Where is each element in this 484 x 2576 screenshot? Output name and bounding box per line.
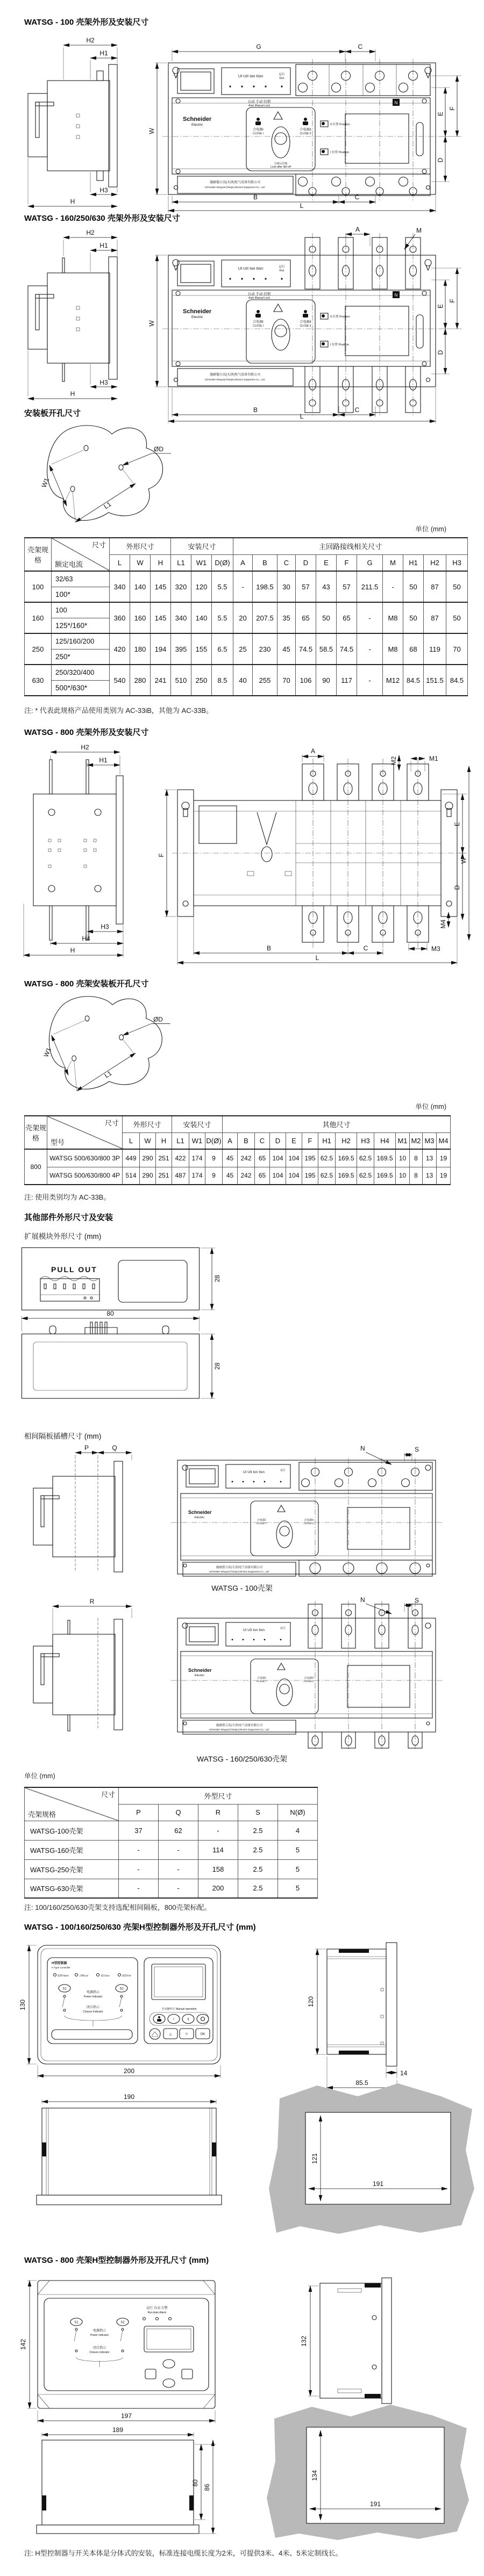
dim-label-85-5: 85.5 bbox=[355, 2079, 368, 2087]
hc-title-en: H Type Controller bbox=[52, 1966, 70, 1969]
dim-label-e: E bbox=[453, 821, 461, 827]
caption-watsg100-frame: WATSG - 100壳架 bbox=[211, 1584, 273, 1592]
dim-label-f: F bbox=[158, 853, 165, 857]
close2-label-cn: 合电源II bbox=[300, 128, 311, 132]
section-title-watsg800-plate: WATSG - 800 壳架安装板开孔尺寸 bbox=[24, 979, 149, 988]
dim-label-m2: M2 bbox=[390, 756, 397, 766]
corner-diagonal: 尺寸 壳架规格 bbox=[25, 1787, 119, 1821]
brand-logo-sub: Electric bbox=[191, 123, 203, 127]
led-fire-label: 消防Fire bbox=[122, 1974, 131, 1977]
close2-label-cn: 合电源II bbox=[304, 1677, 314, 1680]
dim-label-h: H bbox=[70, 947, 75, 954]
table-row: WATSG-160壳架 - - 114 2.5 5 bbox=[25, 1840, 318, 1859]
dim-label-200: 200 bbox=[123, 2067, 135, 2075]
close2-label-en: CLOSE II bbox=[300, 324, 311, 328]
brand-logo: Schneider bbox=[183, 308, 212, 315]
dim-label-w: W bbox=[148, 320, 155, 327]
mode-labels-en: Auto Manual Lock bbox=[248, 297, 271, 300]
partition-dimension-table: 尺寸 壳架规格 外型尺寸 P Q R S N(Ø) WATSG-100壳架 37 62 - 2.5 4 WATSG-160壳架 - - 114 2.5 5 WATSG-250壳架 - - 158 2.5 5 WATSG-630壳架 - - 200 2.5 5 bbox=[24, 1787, 318, 1899]
btn-down-icon: ▽ bbox=[185, 2033, 188, 2036]
position1-label: I 位置 Position bbox=[330, 343, 350, 347]
watsg-800-outline-drawing bbox=[16, 742, 471, 968]
table-row: 500*/630* bbox=[25, 680, 468, 696]
dim-label-h3: H3 bbox=[99, 379, 108, 386]
dim-label-28: 28 bbox=[213, 1362, 221, 1370]
side-view bbox=[33, 760, 123, 940]
led-con-label: 合闸Con bbox=[79, 1974, 89, 1977]
dimension-table-100-630-wrap bbox=[24, 537, 468, 696]
dim-label-m1: M1 bbox=[429, 755, 438, 762]
dim-label-121: 121 bbox=[311, 2153, 318, 2164]
controller-front-view bbox=[38, 2281, 215, 2408]
dim-label-l: L bbox=[300, 202, 304, 210]
watsg-100-outline-drawing bbox=[16, 33, 462, 213]
s2-label: S2 bbox=[119, 1987, 124, 1991]
partition-dimension-table-wrap bbox=[24, 1787, 318, 1899]
dim-label-197: 197 bbox=[120, 2412, 132, 2420]
watsg-160-outline-drawing bbox=[16, 226, 462, 424]
power-indicator-en: Power indicator bbox=[90, 2334, 109, 2337]
dim-label-h2: H2 bbox=[86, 229, 95, 236]
controller-front-view bbox=[38, 1945, 220, 2064]
corner-spec: 壳架规格 bbox=[25, 1116, 47, 1149]
dim-label-w: W bbox=[148, 128, 155, 134]
controller-side-view bbox=[327, 1943, 397, 2066]
dim-label-n: N bbox=[360, 1445, 365, 1452]
dim-label-142: 142 bbox=[19, 2339, 27, 2350]
section-title-mounting-plate: 安装板开孔尺寸 bbox=[24, 409, 81, 418]
dim-label-h1: H1 bbox=[99, 242, 108, 249]
close2-label-en: CLOSE II bbox=[303, 1680, 314, 1683]
close1-label-en: CLOSE I bbox=[257, 1680, 266, 1683]
dim-label-b: B bbox=[253, 193, 258, 201]
dim-label-h2: H2 bbox=[81, 744, 89, 751]
h-controller-800-drawing bbox=[16, 2272, 479, 2541]
subtitle-partition-slot: 相间隔板插槽尺寸 (mm) bbox=[24, 1432, 102, 1440]
hc-title-cn: H型控制器 bbox=[52, 1962, 67, 1965]
dim-label-14: 14 bbox=[400, 2069, 408, 2077]
company-name-cn: 施耐德万高(天津)电气设备有限公司 bbox=[216, 1724, 263, 1727]
dim-label-m4: M4 bbox=[439, 919, 447, 929]
close2-label-cn: 合电源II bbox=[304, 1519, 314, 1522]
power-indicator-cn: 电源指示 bbox=[92, 2329, 106, 2333]
corner-diagonal: 尺寸 型号 bbox=[47, 1116, 123, 1149]
close1-label-cn: 合电源I bbox=[257, 1677, 266, 1680]
dim-label-m: M bbox=[416, 227, 422, 234]
s1-label: S1 bbox=[74, 2321, 79, 2325]
dim-label-l1: L1 bbox=[103, 1070, 113, 1080]
dim-label-b: B bbox=[266, 944, 272, 952]
group-other: 其他尺寸 bbox=[223, 1116, 451, 1132]
h-controller-small-drawing bbox=[16, 1937, 479, 2249]
dim-label-d: D bbox=[437, 350, 444, 355]
corner-dim-label: 尺寸 bbox=[91, 541, 106, 549]
dim-label-28: 28 bbox=[213, 1275, 221, 1282]
panel-cutout-view bbox=[267, 2405, 469, 2540]
front-view bbox=[172, 759, 465, 948]
front-view bbox=[162, 59, 442, 201]
closure-indicator-en: Closure Indicator bbox=[83, 2010, 103, 2014]
controller-rear-view bbox=[37, 2426, 216, 2534]
run-label-en: Run bbox=[279, 269, 284, 272]
dim-label-191: 191 bbox=[369, 2500, 381, 2508]
table-row: WATSG 500/630/800 4P 514 290 251 487 174 9 45 242 65 104 104 195 62.5 169.5 62.5 169.5 10 8 13 19 bbox=[25, 1167, 451, 1185]
dim-label-80: 80 bbox=[191, 2479, 199, 2487]
dim-label-b: B bbox=[253, 406, 258, 414]
dim-label-h3: H3 bbox=[101, 923, 109, 930]
note-4: 注: H型控制器与开关本体是分体式的安装，标准连接电缆长度为2米，可提供3米、4米、5米定制线长。 bbox=[24, 2549, 343, 2557]
btn-up-icon: △ bbox=[169, 2033, 172, 2036]
run-label-cn: 运行 bbox=[279, 265, 285, 269]
table-row: 100 32/63 340 140 145 320 120 5.5 - 198.5 30 57 43 57 211.5 - 50 87 50 bbox=[25, 571, 468, 587]
dim-label-a: A bbox=[310, 747, 316, 755]
side-view bbox=[33, 1460, 123, 1572]
n-terminal-badge: N bbox=[394, 100, 398, 105]
dim-label-h: H bbox=[70, 198, 75, 205]
watsg-800-mounting-plate-drawing bbox=[22, 991, 247, 1104]
close1-label-en: CLOSE I bbox=[257, 1522, 266, 1525]
dim-label-c-bottom: C bbox=[354, 193, 360, 201]
group-wiring: 主回路接线相关尺寸 bbox=[233, 538, 468, 554]
unit-note-2: 单位 (mm) bbox=[415, 1103, 446, 1110]
mode-labels-en: Auto Manual Lock bbox=[248, 104, 271, 107]
dim-label-132: 132 bbox=[300, 2335, 308, 2347]
close1-label-en: CLOSE I bbox=[253, 324, 264, 328]
close1-label-cn: 合电源I bbox=[253, 128, 264, 132]
close2-label-en: CLOSE II bbox=[300, 132, 311, 135]
run-label-cn: 运行 bbox=[279, 73, 285, 76]
lock-note-cn: 分闸后挂锁 bbox=[274, 162, 288, 165]
side-view bbox=[28, 257, 117, 381]
dim-label-h2: H2 bbox=[86, 37, 95, 44]
company-name-en: Schneider Wingoal (Tianjin) Electric Equipment Co., Ltd. bbox=[209, 1570, 270, 1573]
dim-label-134: 134 bbox=[311, 2470, 318, 2481]
led-out-label: 退出Out bbox=[101, 1974, 110, 1977]
group-outline: 外形尺寸 bbox=[110, 538, 171, 554]
dim-label-m3: M3 bbox=[431, 945, 440, 953]
company-name-en: Schneider Wingoal (Tianjin) Electric Equipment Co., Ltd. bbox=[209, 1728, 270, 1731]
company-name-en: Schneider Wingoal (Tianjin) Electric Equipment Co., Ltd. bbox=[204, 378, 266, 381]
n-terminal-badge: N bbox=[394, 293, 398, 298]
side-view bbox=[33, 1618, 123, 1731]
table-row: 250* bbox=[25, 649, 468, 665]
group-outline: 外型尺寸 bbox=[119, 1787, 318, 1804]
btn-i: I bbox=[173, 2018, 174, 2022]
dim-label-l: L bbox=[300, 413, 304, 420]
run-label-en: Run bbox=[279, 77, 284, 80]
table-row: 100* bbox=[25, 587, 468, 602]
close1-label-cn: 合电源I bbox=[253, 321, 264, 324]
corner-spec: 壳架规格 bbox=[25, 538, 52, 571]
unit-note-1: 单位 (mm) bbox=[415, 525, 446, 533]
company-name-en: Schneider Wingoal (Tianjin) Electric Equipment Co., Ltd. bbox=[204, 186, 266, 189]
table-row: 800 WATSG 500/630/800 3P 449 290 251 422 174 9 45 242 65 104 104 195 62.5 169.5 62.5 169.5 10 8 13 19 bbox=[25, 1149, 451, 1167]
partition-slot-160-drawing bbox=[22, 1597, 468, 1750]
front-view bbox=[171, 1601, 442, 1749]
dim-label-h1: H1 bbox=[99, 756, 108, 764]
dim-label-189: 189 bbox=[112, 2426, 124, 2434]
company-name-cn: 施耐德万高(天津)电气设备有限公司 bbox=[216, 1566, 263, 1569]
dim-label-190: 190 bbox=[123, 2093, 135, 2101]
dim-label-w1: W1 bbox=[40, 477, 51, 489]
section-title-watsg100: WATSG - 100 壳架外形及安装尺寸 bbox=[24, 18, 149, 27]
front-view bbox=[171, 1458, 442, 1577]
dim-label-c-bottom: C bbox=[354, 406, 360, 414]
position2-label: II 位置 Position bbox=[330, 315, 350, 319]
dim-label-od: ØD bbox=[154, 445, 163, 453]
lock-note-en: Lock after I&II off bbox=[271, 165, 291, 169]
table-row: 160 100 360 160 145 340 140 5.5 20 207.5 35 65 50 65 - M8 50 87 50 bbox=[25, 602, 468, 618]
btn-ok: OK bbox=[200, 2033, 205, 2036]
dimension-table-800: 壳架规格 尺寸 型号 外形尺寸 安装尺寸 其他尺寸 L W H L1 W1 D(Ø) A B C D E F H1 H2 H3 H4 M1 M2 M3 M4 800 WATSG 500/630/800 3P 449 290 251 422 174 9 45 242 65 104 104 195 62.5 169.5 62.5 169.5 10 8 13 19 WATSG 500/630/800 4P 514 290 251 487 174 9 45 242 65 104 104 195 62.5 169.5 62.5 169.5 10 8 13 19 bbox=[24, 1115, 451, 1185]
brand-logo: Schneider bbox=[183, 116, 212, 122]
section-title-hctrl-800: WATSG - 800 壳架H型控制器外形及开孔尺寸 (mm) bbox=[24, 2256, 209, 2265]
closure-indicator-cn: 闭合指示 bbox=[86, 2006, 100, 2009]
brand-logo: Schneider bbox=[188, 1510, 212, 1515]
dim-label-e: E bbox=[437, 304, 444, 309]
table-row: 125*/160* bbox=[25, 618, 468, 633]
dim-label-80: 80 bbox=[106, 1310, 114, 1317]
group-mounting: 安装尺寸 bbox=[171, 538, 233, 554]
dim-label-d: D bbox=[437, 157, 444, 163]
table-row: 630 250/320/400 540 280 241 510 250 8.5 40 255 70 106 90 117 - M12 84.5 151.5 84.5 bbox=[25, 665, 468, 680]
mounting-plate-drawing bbox=[22, 420, 247, 536]
meter-labels: UI UII Ion IIon bbox=[238, 74, 264, 78]
btn-ii: II bbox=[187, 2018, 189, 2022]
meter-labels: UI UII Ion IIon bbox=[243, 1628, 265, 1632]
close1-label-en: CLOSE I bbox=[253, 132, 264, 135]
note-1: 注: * 代表此规格产品使用类别为 AC-33iB，其他为 AC-33B。 bbox=[24, 706, 213, 715]
dimension-table-800-wrap bbox=[24, 1115, 451, 1185]
dim-label-od: ØD bbox=[153, 1016, 163, 1023]
expansion-module-drawing bbox=[22, 1245, 264, 1423]
dim-label-130: 130 bbox=[19, 1999, 26, 2011]
dim-label-d: D bbox=[453, 885, 461, 890]
brand-logo: Schneider bbox=[188, 1668, 212, 1673]
dim-label-f: F bbox=[449, 106, 456, 111]
closure-indicator-en: Closure indicator bbox=[89, 2351, 110, 2354]
run-label-cn: 运行 bbox=[280, 1469, 286, 1472]
manual-zone-label: 手动操作区 Manual operation bbox=[161, 2008, 197, 2011]
controller-side-view bbox=[320, 2278, 392, 2404]
note-3: 注: 100/160/250/630壳架支持选配相间隔板，800壳架标配。 bbox=[24, 1903, 211, 1911]
table-row: 250 125/160/200 420 180 194 395 155 6.5 25 230 45 74.5 58.5 74.5 - M8 68 119 70 bbox=[25, 633, 468, 649]
section-title-hctrl-small: WATSG - 100/160/250/630 壳架H型控制器外形及开孔尺寸 (mm) bbox=[24, 1923, 256, 1932]
led-labels-en: Run Auto Alarm bbox=[147, 2311, 167, 2314]
section-title-watsg800: WATSG - 800 壳架外形及安装尺寸 bbox=[24, 728, 149, 737]
dim-label-120: 120 bbox=[307, 1996, 315, 2008]
dim-label-l: L bbox=[315, 954, 319, 962]
dim-label-g: G bbox=[256, 43, 261, 50]
dim-label-c-top: C bbox=[358, 43, 363, 50]
power-indicator-cn: 电源指示 bbox=[86, 1991, 100, 1994]
table-row: WATSG-100壳架 37 62 - 2.5 4 bbox=[25, 1821, 318, 1840]
pull-out-label: PULL OUT bbox=[51, 1265, 97, 1274]
dim-label-h3: H3 bbox=[99, 186, 108, 194]
front-view bbox=[162, 233, 442, 417]
dim-label-86: 86 bbox=[203, 2484, 211, 2491]
brand-logo-sub: Electric bbox=[191, 315, 203, 319]
dim-label-h: H bbox=[70, 390, 75, 398]
dim-label-n: N bbox=[360, 1596, 365, 1604]
dim-label-w: W bbox=[460, 857, 467, 864]
corner-current-label: 额定电流 bbox=[55, 560, 83, 568]
mode-labels-cn: 自动 手动 挂锁 bbox=[247, 292, 271, 296]
dim-label-w1: W1 bbox=[42, 1047, 53, 1058]
dim-label-s: S bbox=[415, 1597, 419, 1604]
dim-label-s: S bbox=[415, 1446, 419, 1453]
s1-label: S1 bbox=[62, 1987, 67, 1991]
dim-label-h4: H4 bbox=[82, 935, 90, 942]
close2-label-cn: 合电源II bbox=[300, 321, 311, 324]
section-title-other-parts: 其他部件外形尺寸及安装 bbox=[24, 1213, 113, 1222]
table-row: WATSG-250壳架 - - 158 2.5 5 bbox=[25, 1859, 318, 1879]
company-name-cn: 施耐德万高(天津)电气设备有限公司 bbox=[210, 181, 260, 184]
led-alarm-label: 报警Alarm bbox=[58, 1974, 69, 1977]
panel-cutout-view bbox=[269, 2083, 474, 2234]
closure-indicator-cn: 闭合指示 bbox=[92, 2347, 106, 2350]
section-title-watsg160: WATSG - 160/250/630 壳架外形及安装尺寸 bbox=[24, 214, 180, 223]
dimension-table-100-630: 壳架规格 尺寸 额定电流 外形尺寸 安装尺寸 主回路接线相关尺寸 L W H L1 W1 D(Ø) A B C D E F G M H1 H2 H3 100 32/63 340 140 145 320 120 5.5 - 198.5 30 57 43 57 211.5 - 50 87 50 100* 160 100 360 160 145 340 140 5.5 20 207.5 35 65 50 65 - M8 50 87 50 125*/160* 250 125/160/200 420 180 194 395 155 6.5 25 230 45 74.5 58.5 74.5 - M8 68 119 70 250* 630 250/320/400 540 280 241 510 250 8.5 40 255 70 106 90 117 - M12 84.5 151.5 84.5 500*/630* bbox=[24, 537, 468, 696]
dim-label-p: P bbox=[84, 1444, 89, 1452]
subtitle-expansion-module: 扩展模块外形尺寸 (mm) bbox=[24, 1232, 102, 1240]
partition-slot-100-drawing bbox=[22, 1444, 468, 1578]
dim-label-a: A bbox=[355, 226, 360, 233]
brand-logo-sub: Electric bbox=[195, 1516, 205, 1519]
caption-watsg160-frame: WATSG - 160/250/630壳架 bbox=[196, 1755, 288, 1763]
group-mounting: 安装尺寸 bbox=[172, 1116, 223, 1132]
power-indicator-en: Power Indicator bbox=[83, 1995, 103, 1998]
unit-note-3: 单位 (mm) bbox=[24, 1772, 55, 1780]
dim-label-r: R bbox=[89, 1598, 95, 1605]
led-labels-cn: 运行 自动 告警 bbox=[146, 2307, 168, 2310]
group-outline: 外形尺寸 bbox=[123, 1116, 172, 1132]
dim-label-e: E bbox=[437, 111, 444, 117]
close2-label-en: CLOSE II bbox=[303, 1522, 314, 1525]
dim-label-q: Q bbox=[112, 1444, 117, 1452]
company-name-cn: 施耐德万高(天津)电气设备有限公司 bbox=[210, 373, 260, 377]
table-row: WATSG-630壳架 - - 200 2.5 5 bbox=[25, 1879, 318, 1898]
note-2: 注: 使用类别均为 AC-33B。 bbox=[24, 1193, 111, 1201]
meter-labels: UI UII Ion IIon bbox=[243, 1470, 265, 1474]
meter-labels: UI UII Ion IIon bbox=[238, 266, 264, 271]
dim-label-191: 191 bbox=[372, 2180, 384, 2188]
dim-label-c: C bbox=[363, 944, 368, 952]
dim-label-h1: H1 bbox=[99, 49, 108, 57]
run-label-cn: 运行 bbox=[280, 1627, 286, 1630]
dim-label-f: F bbox=[449, 299, 456, 303]
brand-logo-sub: Electric bbox=[195, 1674, 205, 1677]
mode-labels-cn: 自动 手动 挂锁 bbox=[247, 100, 271, 104]
position2-label: II 位置 Position bbox=[330, 123, 350, 126]
close1-label-cn: 合电源I bbox=[257, 1519, 266, 1522]
side-view bbox=[28, 64, 117, 187]
controller-rear-view bbox=[37, 2093, 222, 2205]
position1-label: I 位置 Position bbox=[330, 151, 350, 154]
s2-label: S2 bbox=[120, 2321, 125, 2325]
dim-label-l1: L1 bbox=[102, 500, 113, 511]
corner-diagonal bbox=[52, 538, 110, 571]
